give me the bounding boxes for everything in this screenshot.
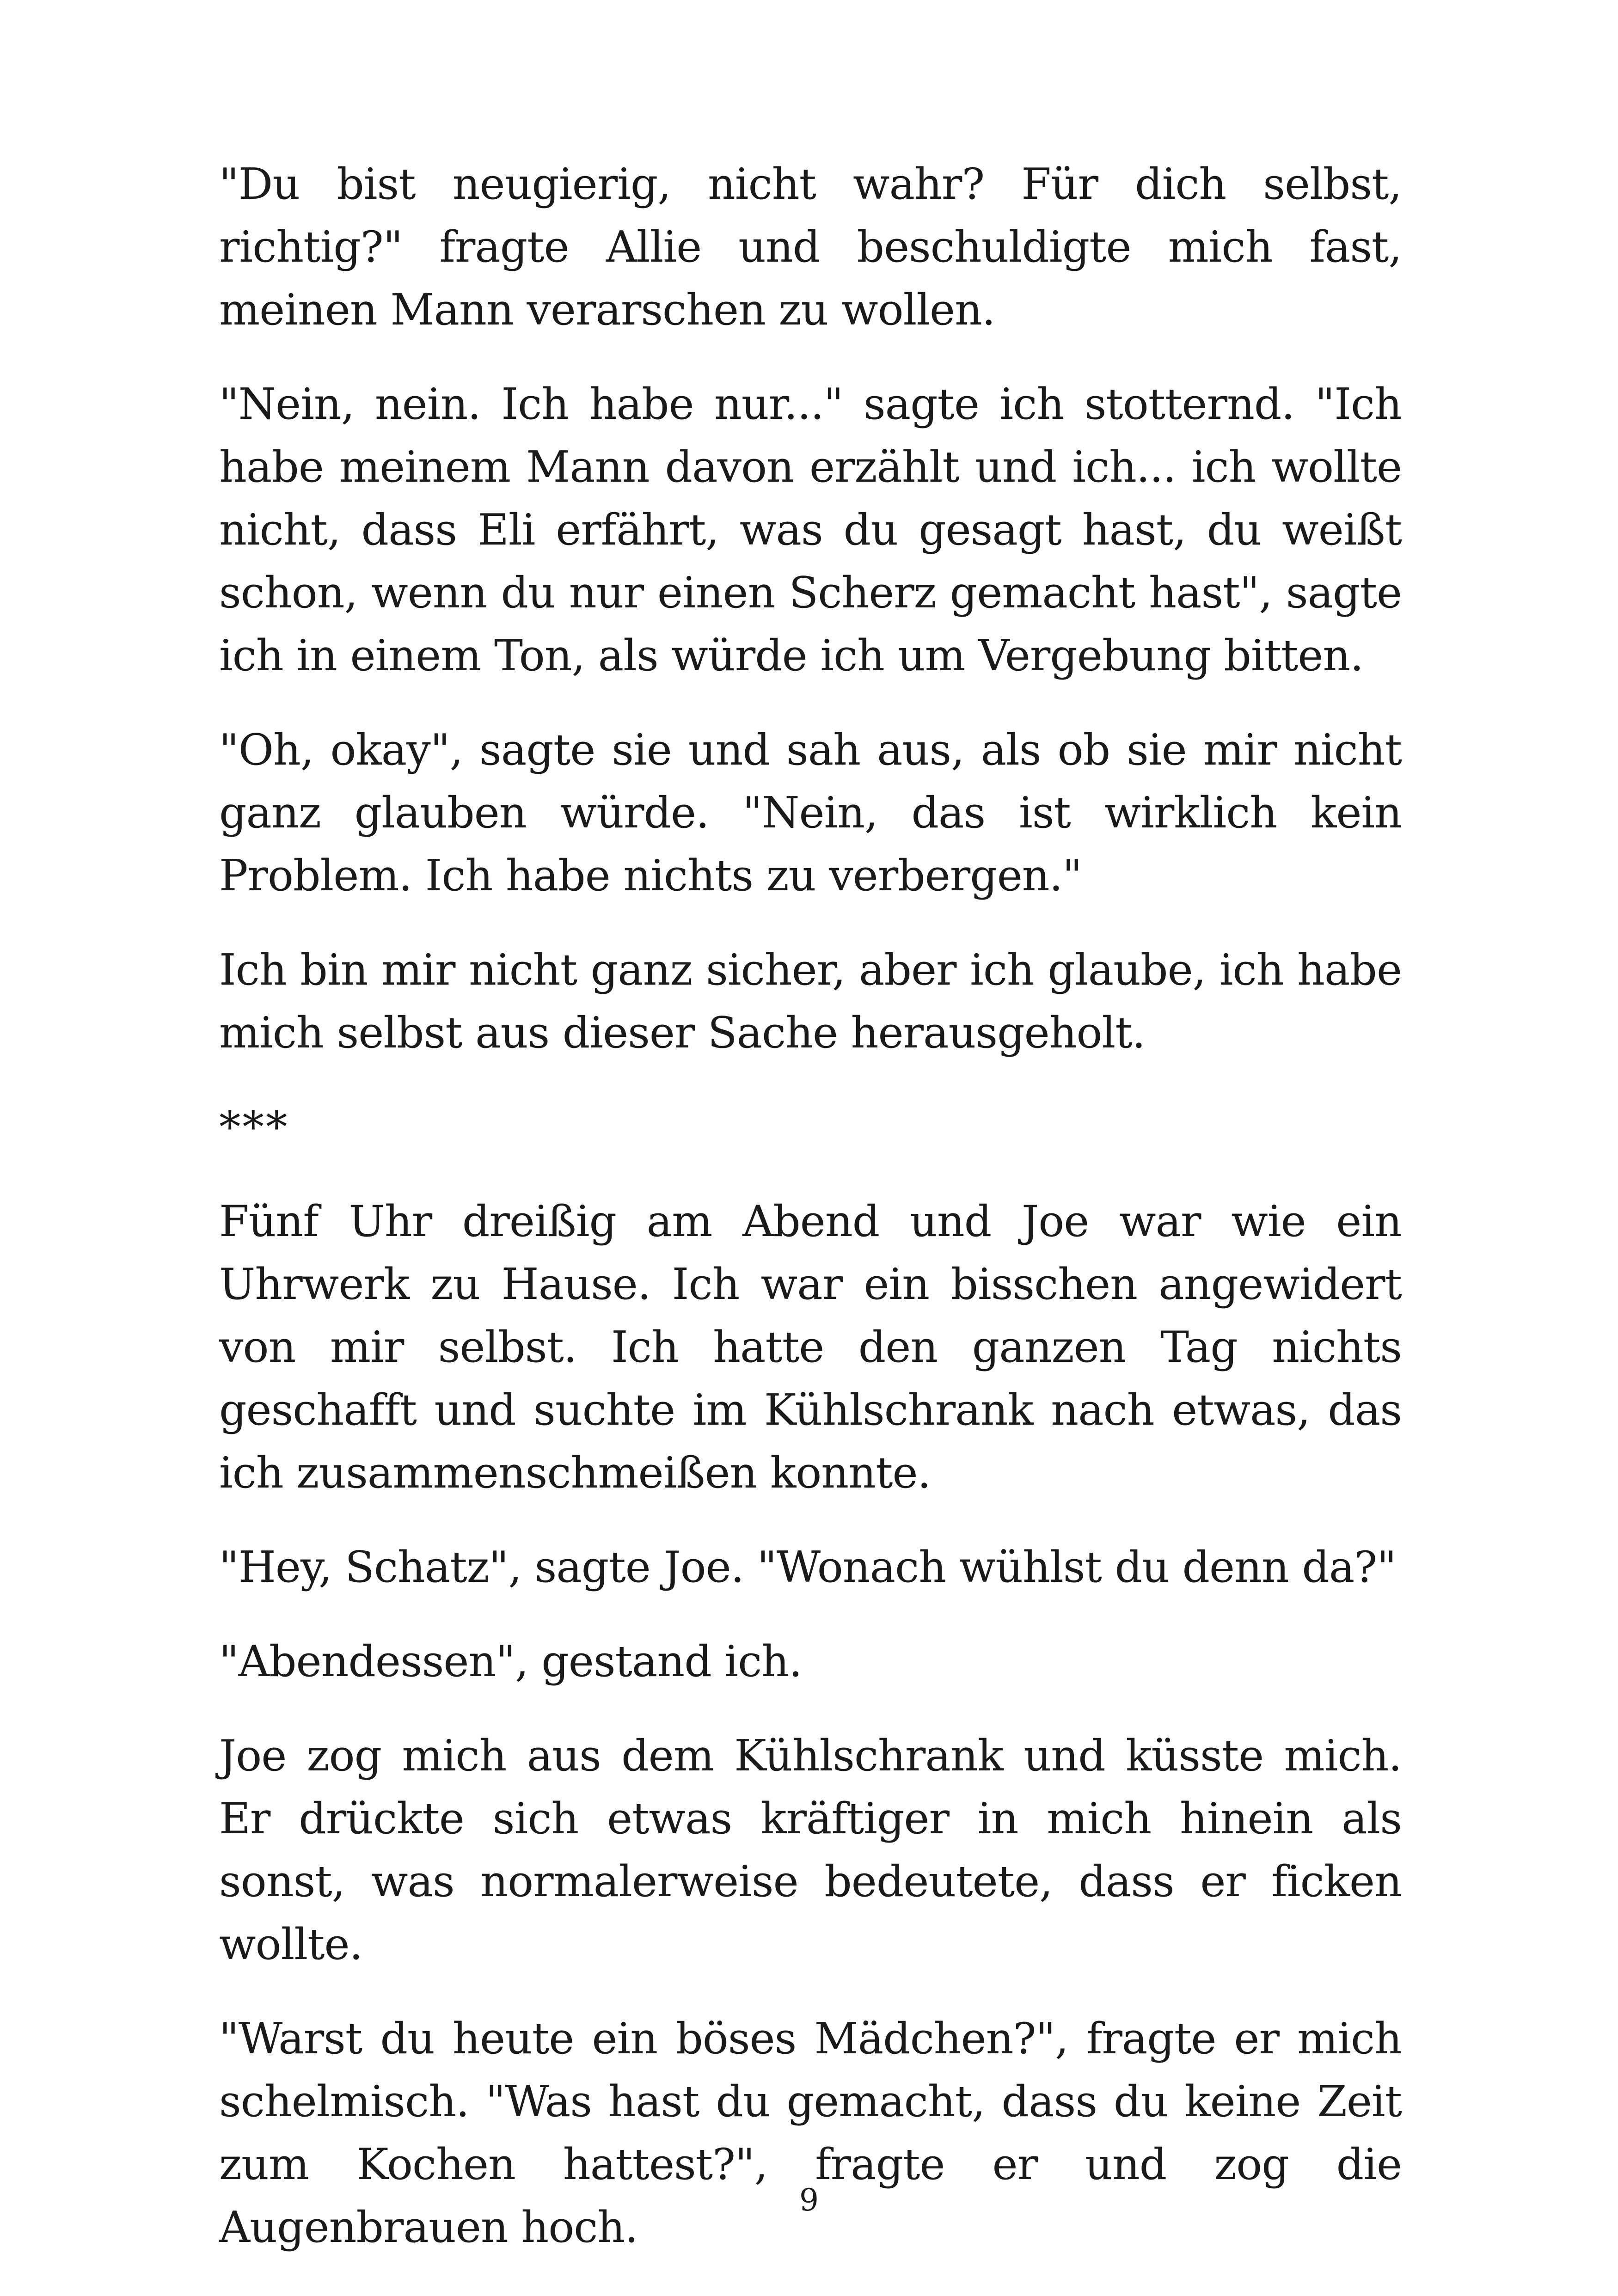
page-number: 9 <box>799 2182 819 2218</box>
paragraph: "Oh, okay", sagte sie und sah aus, als ob sie mir nicht ganz glauben würde. "Nein, das ist wirklich kein Problem. Ich habe nichts zu verbergen." <box>219 725 1402 900</box>
body-text <box>219 153 1402 2290</box>
paragraph: Fünf Uhr dreißig am Abend und Joe war wie ein Uhrwerk zu Hause. Ich war ein bisschen angewidert von mir selbst. Ich hatte den ganzen Tag nichts geschafft und suchte im Kühlschrank nach etwas, das ich zusammenschmeißen konnte. <box>219 1196 1402 1498</box>
paragraph: Ich bin mir nicht ganz sicher, aber ich glaube, ich habe mich selbst aus dieser Sache herausgeholt. <box>219 945 1402 1058</box>
scene-break: *** <box>219 1102 289 1152</box>
paragraph: "Du bist neugierig, nicht wahr? Für dich selbst, richtig?" fragte Allie und beschuldigte mich fast, meinen Mann verarschen zu wollen. <box>219 159 1402 335</box>
paragraph: "Abendessen", gestand ich. <box>219 1636 802 1686</box>
paragraph: "Hey, Schatz", sagte Joe. "Wonach wühlst du denn da?" <box>219 1542 1397 1592</box>
paragraph: "Warst du heute ein böses Mädchen?", fragte er mich schelmisch. "Was hast du gemacht, dass du keine Zeit zum Kochen hattest?", fragte er und zog die Augenbrauen hoch. <box>219 2014 1402 2252</box>
paragraph: "Nein, nein. Ich habe nur..." sagte ich stotternd. "Ich habe meinem Mann davon erzählt und ich... ich wollte nicht, dass Eli erfährt, was du gesagt hast, du weißt schon, wenn du nur einen Scherz gemacht hast", sagte ich in einem Ton, als würde ich um Vergebung bitten. <box>219 379 1402 680</box>
paragraph: Joe zog mich aus dem Kühlschrank und küsste mich. Er drückte sich etwas kräftiger in mich hinein als sonst, was normalerweise bedeutete, dass er ficken wollte. <box>219 1731 1402 1969</box>
